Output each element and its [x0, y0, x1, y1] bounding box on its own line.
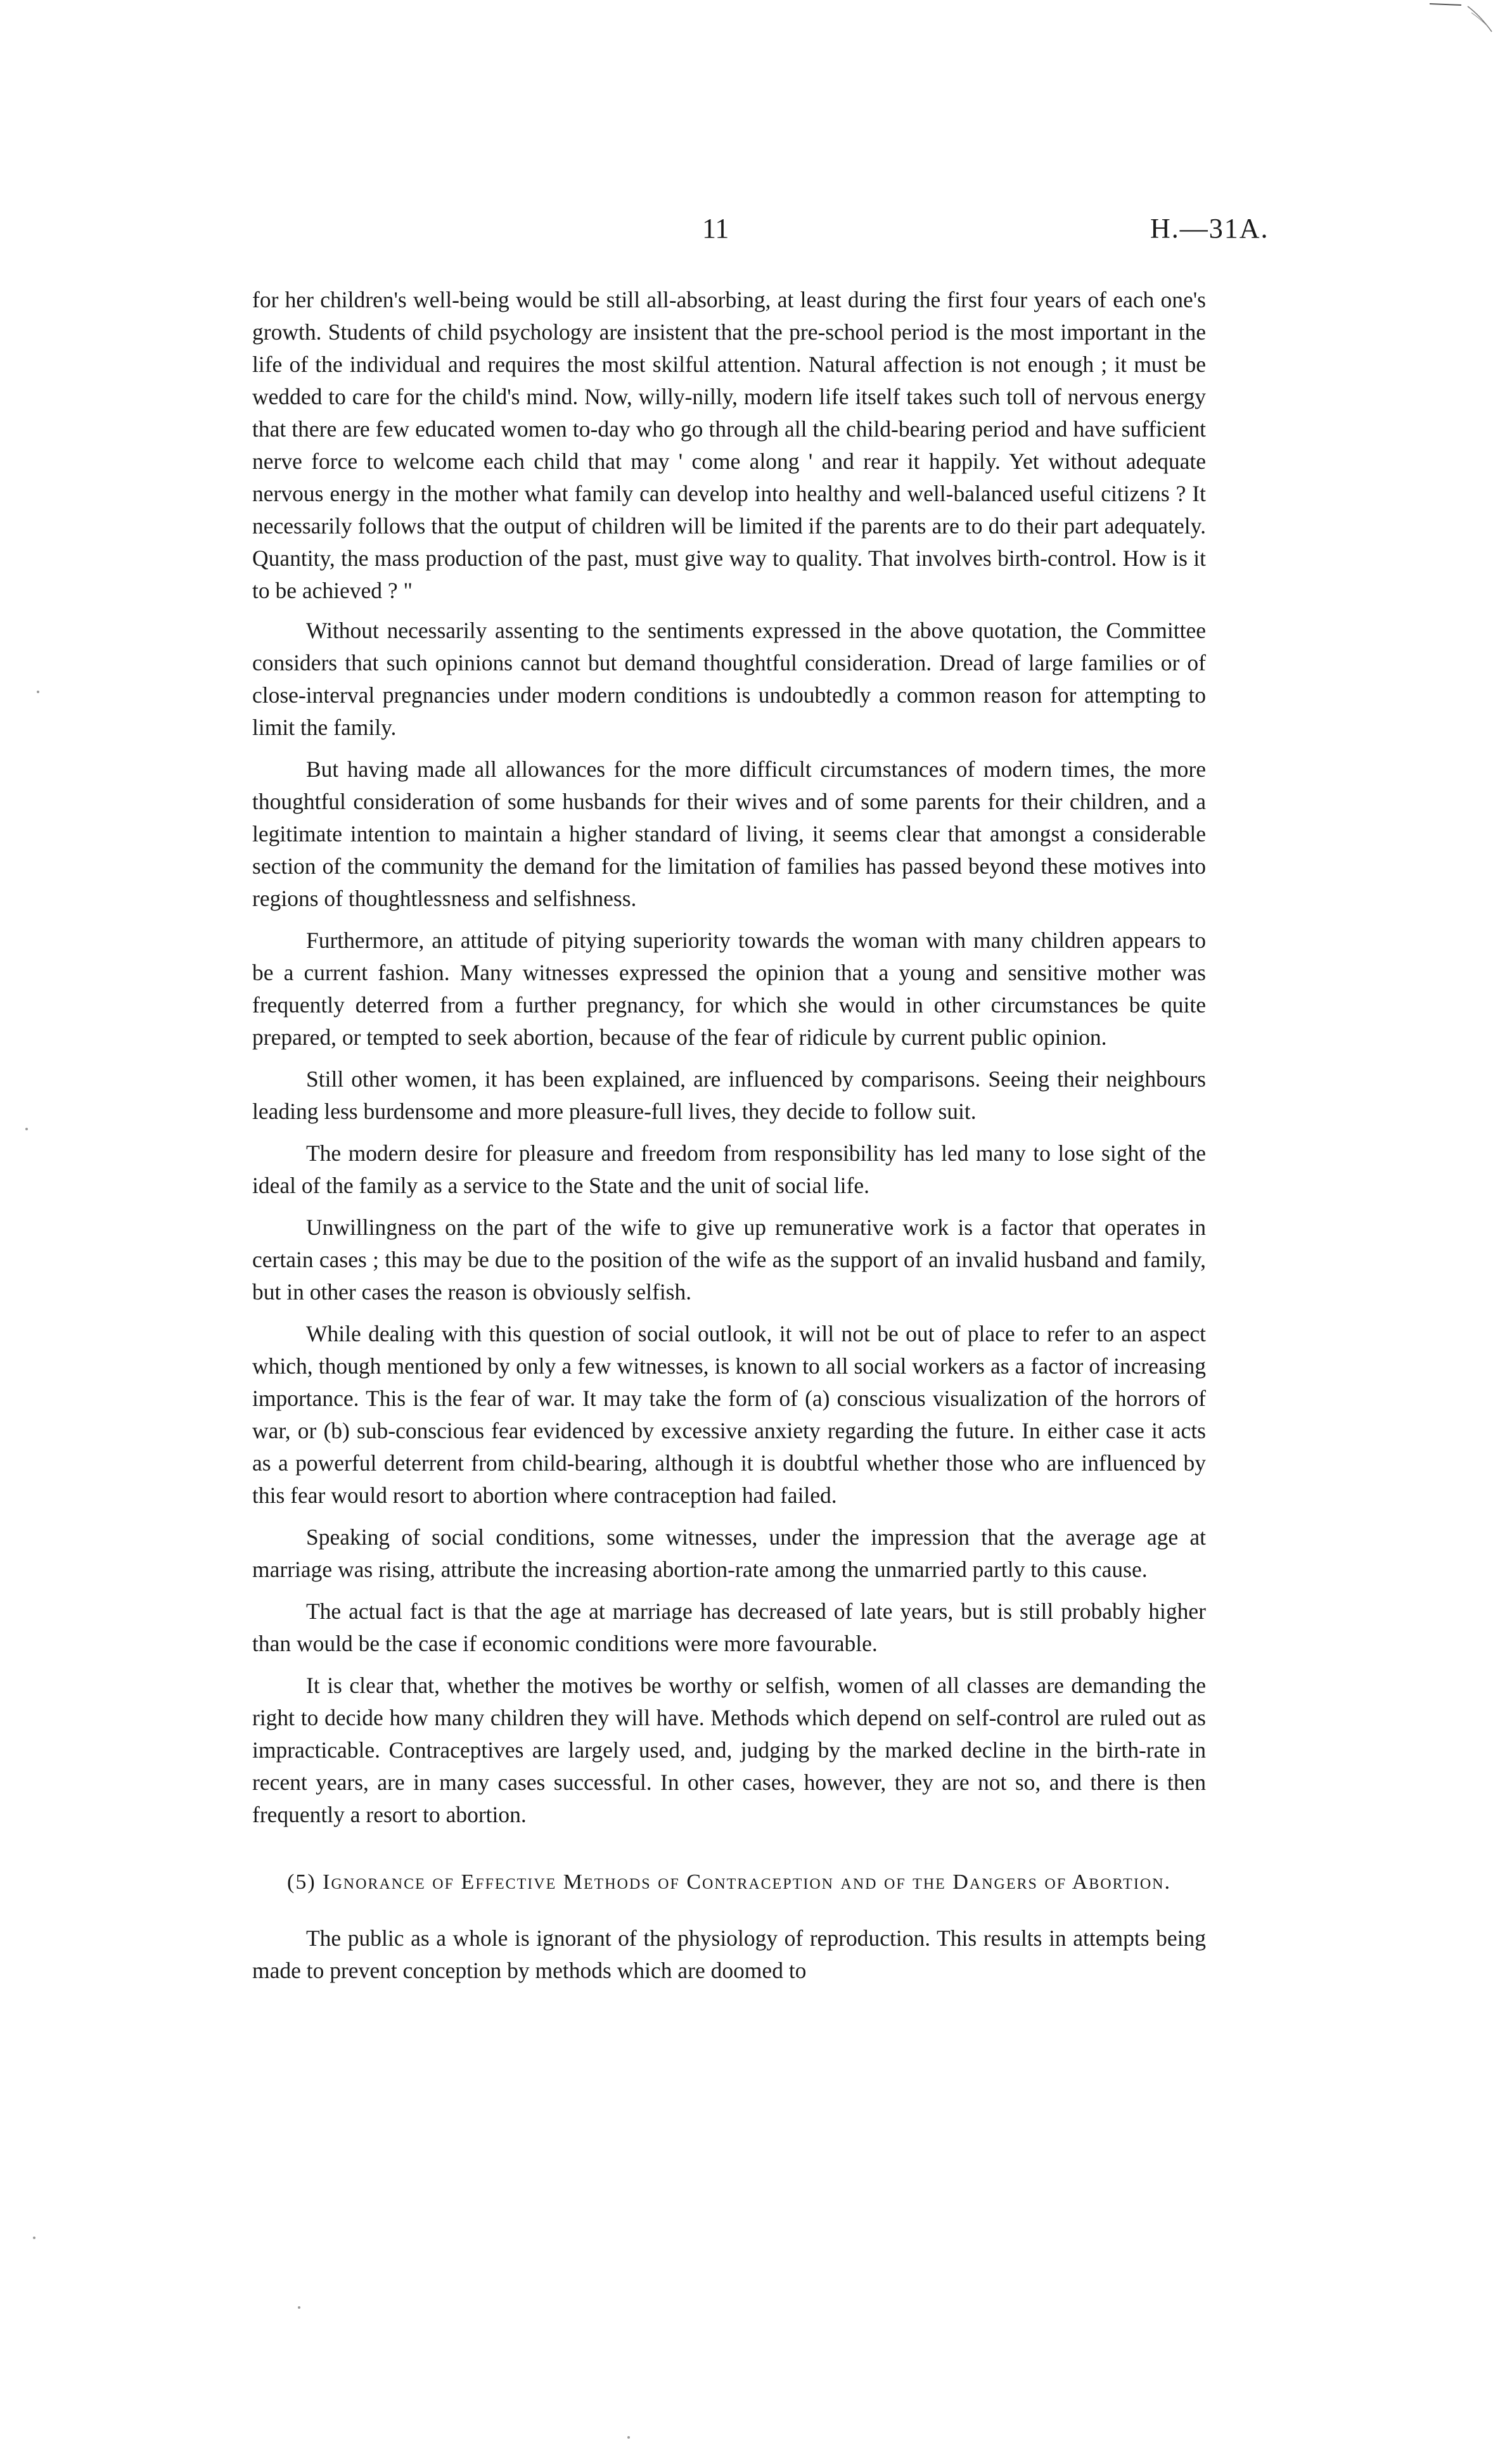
paragraph: While dealing with this question of social outlook, it will not be out of place to refer to an aspect which, though mentioned by only a few witnesses, is known to all social workers as a factor of increasing importance. This is the fear of war. It may take the form of (a) conscious visualization of the horrors of war, or (b) sub-conscious fear evidenced by excessive anxiety regarding the future. In either case it acts as a powerful deterrent from child-bearing, although it is doubtful whether those who are influenced by this fear would resort to abortion where contraception had failed. [252, 1321, 1206, 1508]
paper-speck [25, 1128, 28, 1130]
paper-speck [298, 2306, 300, 2309]
paragraph: Unwillingness on the part of the wife to give up remunerative work is a factor that operates in certain cases ; this may be due to the position of the wife as the support of an invalid husband and family, but in other cases the reason is obviously selfish. [252, 1215, 1206, 1305]
document-body [252, 284, 1206, 1996]
paragraph: Speaking of social conditions, some witnesses, under the impression that the average age at marriage was rising, attribute the increasing abortion-rate among the unmarried partly to this cause. [252, 1524, 1206, 1582]
paper-speck [627, 2436, 630, 2439]
section-heading: (5) Ignorance of Effective Methods of Contraception and of the Dangers of Abortion. [287, 1870, 1171, 1894]
paragraph: Still other women, it has been explained, are influenced by comparisons. Seeing their neighbours leading less burdensome and more pleasure-full lives, they decide to follow suit. [252, 1066, 1206, 1124]
page-number: 11 [702, 213, 729, 244]
section-paragraph: The public as a whole is ignorant of the physiology of reproduction. This results in attempts being made to prevent conception by methods which are doomed to [252, 1925, 1206, 1983]
paragraph: The actual fact is that the age at marriage has decreased of late years, but is still probably higher than would be the case if economic conditions were more favourable. [252, 1599, 1206, 1656]
paragraph: The modern desire for pleasure and freedom from responsibility has led many to lose sight of the ideal of the family as a service to the State and the unit of social life. [252, 1140, 1206, 1198]
paragraph: But having made all allowances for the more difficult circumstances of modern times, the more thoughtful consideration of some husbands for their wives and of some parents for their children, and a legitimate intention to maintain a higher standard of living, it seems clear that amongst a considerable section of the community the demand for the limitation of families has passed beyond these motives into regions of thoughtlessness and selfishness. [252, 756, 1206, 911]
document-reference: H.—31A. [1150, 213, 1269, 244]
paper-speck [37, 691, 39, 693]
paragraph-continued-quotation: for her children's well-being would be still all-absorbing, at least during the first four years of each one's growth. Students of child psychology are insistent that the pre-school period is the most important in the life of the individual and requires the most skilful attention. Natural affection is not enough ; it must be wedded to care for the child's mind. Now, willy-nilly, modern life itself takes such toll of nervous energy that there are few educated women to-day who go through all the child-bearing period and have sufficient nerve force to welcome each child that may ' come along ' and rear it happily. Yet without adequate nervous energy in the mother what family can develop into healthy and well-balanced useful citizens ? It necessarily follows that the output of children will be limited if the parents are to do their part adequately. Quantity, the mass production of the past, must give way to quality. That involves birth-control. How is it to be achieved ? " [252, 287, 1206, 603]
paragraph: Furthermore, an attitude of pitying superiority towards the woman with many children appears to be a current fashion. Many witnesses expressed the opinion that a young and sensitive mother was frequently deterred from a further pregnancy, for which she would in other circumstances be quite prepared, or tempted to seek abortion, because of the fear of ridicule by current public opinion. [252, 928, 1206, 1050]
paper-speck [33, 2237, 35, 2239]
paragraph: Without necessarily assenting to the sentiments expressed in the above quotation, the Committee considers that such opinions cannot but demand thoughtful consideration. Dread of large families or of close-interval pregnancies under modern conditions is undoubtedly a common reason for attempting to limit the family. [252, 618, 1206, 740]
page-header [0, 212, 1493, 250]
corner-pencil-mark [1417, 0, 1493, 38]
paragraph: It is clear that, whether the motives be worthy or selfish, women of all classes are demanding the right to decide how many children they will have. Methods which depend on self-control are ruled out as impracticable. Contraceptives are largely used, and, judging by the marked decline in the birth-rate in recent years, are in many cases successful. In other cases, however, they are not so, and there is then frequently a resort to abortion. [252, 1673, 1206, 1827]
